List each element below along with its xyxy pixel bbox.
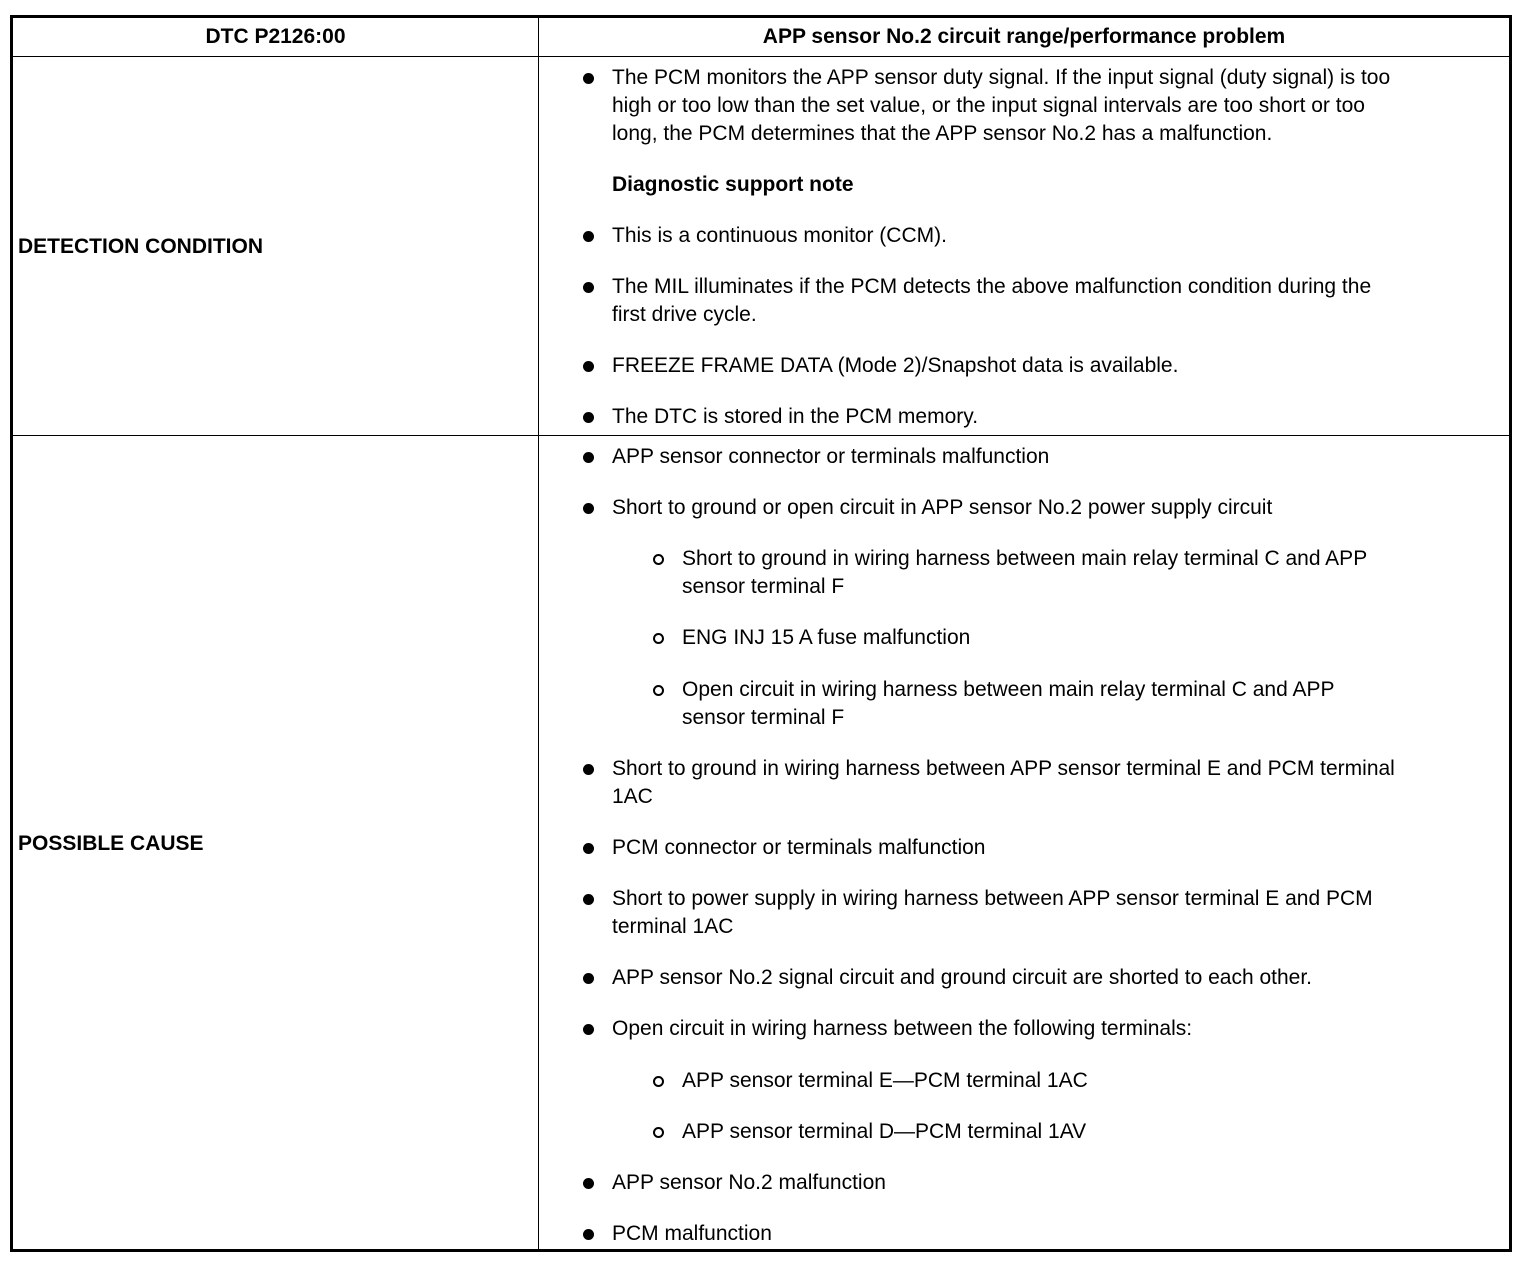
row-divider xyxy=(13,435,1509,436)
bullet-icon xyxy=(583,1178,594,1189)
bullet-icon xyxy=(583,843,594,854)
bullet-icon xyxy=(583,973,594,984)
bullet-icon xyxy=(583,361,594,372)
sub-bullet-icon xyxy=(653,633,664,644)
sub-bullet-icon xyxy=(653,554,664,565)
bullet-icon xyxy=(583,894,594,905)
bullet-icon xyxy=(583,282,594,293)
detection-condition-label: DETECTION CONDITION xyxy=(18,235,263,258)
dtc-code-header: DTC P2126:00 xyxy=(205,25,346,48)
dtc-description-header: APP sensor No.2 circuit range/performance problem xyxy=(762,25,1286,48)
sub-bullet-icon xyxy=(653,1076,664,1087)
bullet-icon xyxy=(583,231,594,242)
column-divider xyxy=(538,18,539,1249)
header-divider xyxy=(13,56,1509,57)
sub-bullet-icon xyxy=(653,685,664,696)
possible-cause-label: POSSIBLE CAUSE xyxy=(18,832,204,855)
bullet-icon xyxy=(583,1024,594,1035)
bullet-icon xyxy=(583,412,594,423)
bullet-icon xyxy=(583,503,594,514)
bullet-icon xyxy=(583,73,594,84)
bullet-icon xyxy=(583,452,594,463)
bullet-icon xyxy=(583,764,594,775)
dtc-table: DTC P2126:00 APP sensor No.2 circuit range/performance problem DETECTION CONDITION POSSIBLE CAUSE The PCM monitors the APP sensor duty signal. If the input signal (duty signal) is too high or too low than the set value, or the input signal intervals are too short or too long, the PCM determines that the APP sensor No.2 has a malfunction. Diagnostic support note This is a continuous monitor (CCM). The MIL illuminates if the PCM detects the above malfunction condition during the first drive cycle. FREEZE FRAME DATA (Mode 2)/Snapshot data is available. The DTC is stored in the PCM memory. APP sensor connector or terminals malfunction Short to ground or open circuit in APP sensor No.2 power supply circuit Short to ground in wiring harness between main relay terminal C and APP sensor terminal F ENG INJ 15 A fuse malfunction Open circuit in wiring harness between main relay terminal C and APP sensor terminal F Short to ground in wiring harness between APP sensor terminal E and PCM terminal 1AC PCM connector or terminals malfunction Short to power supply in wiring harness between APP sensor terminal E and PCM terminal 1AC APP sensor No.2 signal circuit and ground circuit are shorted to each other. Open circuit in wiring harness between the following terminals: APP sensor terminal E—PCM terminal 1AC APP sensor terminal D—PCM terminal 1AV APP sensor No.2 malfunction PCM malfunction xyxy=(10,15,1512,1252)
bullet-icon xyxy=(583,1229,594,1240)
sub-bullet-icon xyxy=(653,1127,664,1138)
